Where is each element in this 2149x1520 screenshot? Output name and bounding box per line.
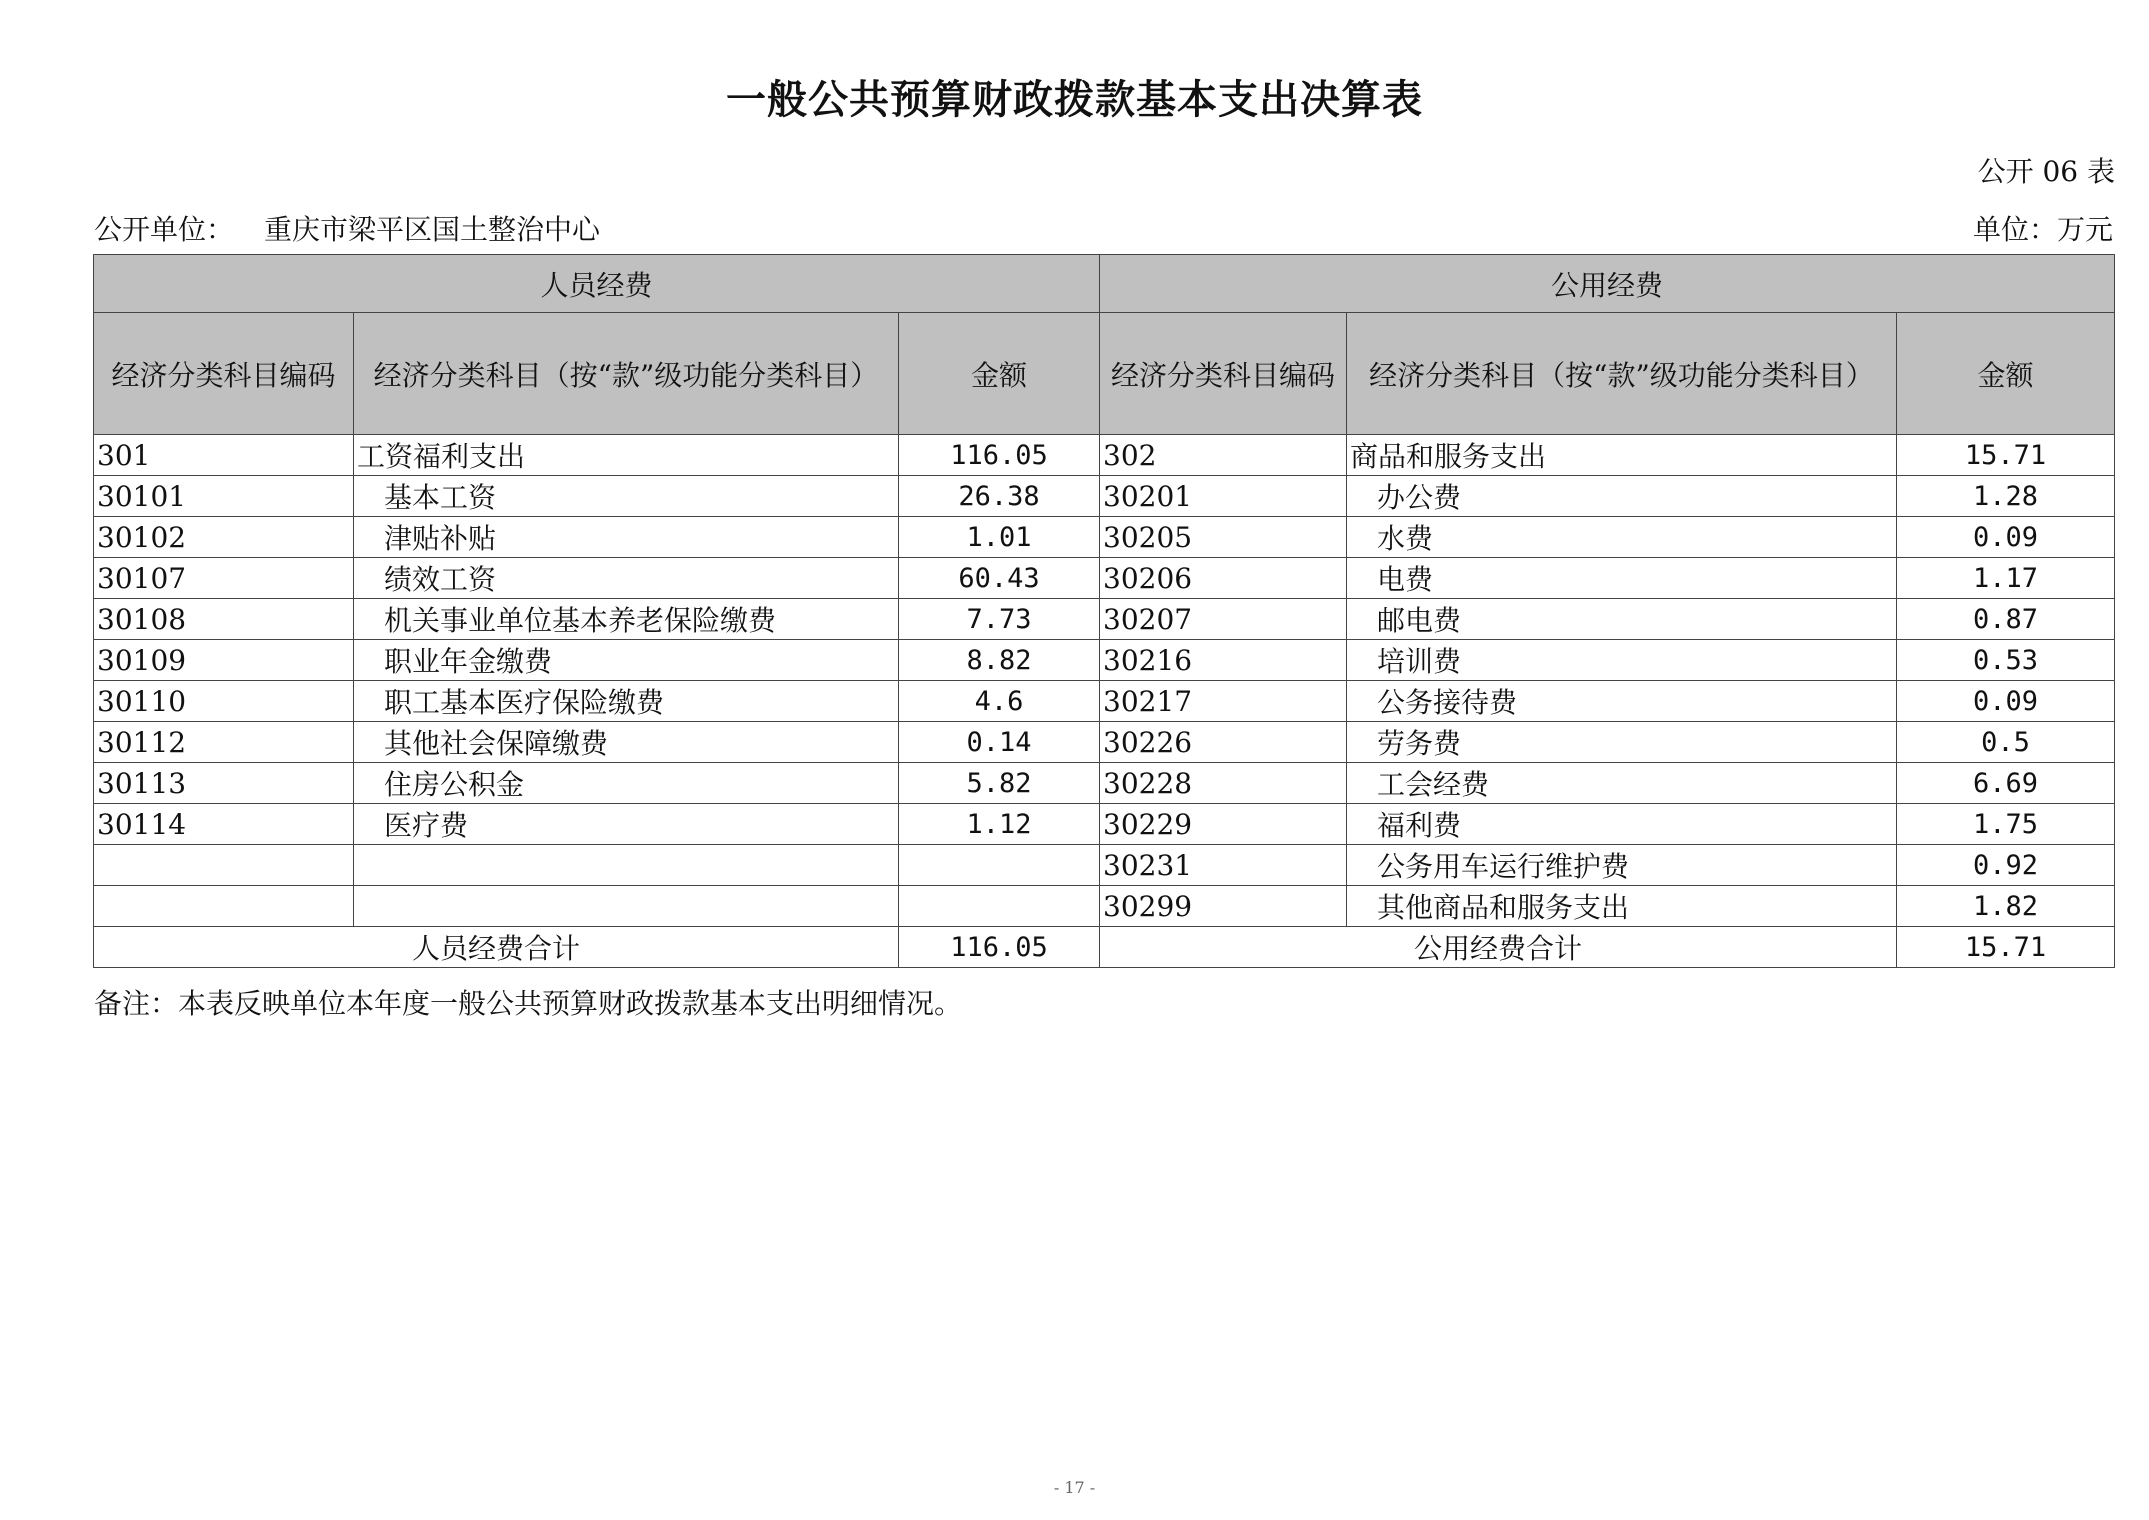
- table-row: [94, 435, 2115, 476]
- personnel-code: 30108: [94, 599, 354, 640]
- personnel-total-label: 人员经费合计: [94, 927, 899, 968]
- personnel-amount: 4.6: [899, 681, 1100, 722]
- public-amount: 0.09: [1897, 681, 2115, 722]
- public-name: 劳务费: [1347, 722, 1897, 763]
- personnel-name: 津贴补贴: [354, 517, 899, 558]
- unit-label: 公开单位：: [94, 213, 235, 246]
- unit-line: [94, 208, 2113, 248]
- public-code: 30229: [1100, 804, 1347, 845]
- personnel-code: 30114: [94, 804, 354, 845]
- personnel-amount: 8.82: [899, 640, 1100, 681]
- table-row: [94, 640, 2115, 681]
- personnel-code: [94, 886, 354, 927]
- total-row: [94, 927, 2115, 968]
- personnel-amount: 0.14: [899, 722, 1100, 763]
- public-name: 公务用车运行维护费: [1347, 845, 1897, 886]
- personnel-amount: 116.05: [899, 435, 1100, 476]
- personnel-name: 工资福利支出: [354, 435, 899, 476]
- personnel-name: 基本工资: [354, 476, 899, 517]
- personnel-total-amount: 116.05: [899, 927, 1100, 968]
- table-row: [94, 886, 2115, 927]
- table-row: [94, 599, 2115, 640]
- personnel-name: 职业年金缴费: [354, 640, 899, 681]
- personnel-name: [354, 886, 899, 927]
- page-number: - 17 -: [1053, 1478, 1096, 1497]
- money-unit: 单位：万元: [1972, 213, 2113, 246]
- public-name: 培训费: [1347, 640, 1897, 681]
- personnel-code: 30109: [94, 640, 354, 681]
- public-name: 工会经费: [1347, 763, 1897, 804]
- personnel-name-header: 经济分类科目（按“款”级功能分类科目）: [354, 313, 899, 435]
- form-number: 公开 06 表: [1977, 155, 2115, 188]
- personnel-code: 30107: [94, 558, 354, 599]
- personnel-code: 30112: [94, 722, 354, 763]
- public-amount-header: 金额: [1897, 313, 2115, 435]
- personnel-amount: 60.43: [899, 558, 1100, 599]
- public-code: 30207: [1100, 599, 1347, 640]
- personnel-code-header: 经济分类科目编码: [94, 313, 354, 435]
- personnel-amount: [899, 845, 1100, 886]
- public-amount: 1.17: [1897, 558, 2115, 599]
- public-name-header: 经济分类科目（按“款”级功能分类科目）: [1347, 313, 1897, 435]
- public-name: 商品和服务支出: [1347, 435, 1897, 476]
- public-amount: 1.75: [1897, 804, 2115, 845]
- personnel-name: 住房公积金: [354, 763, 899, 804]
- public-code-header: 经济分类科目编码: [1100, 313, 1347, 435]
- table-row: [94, 722, 2115, 763]
- table-row: [94, 558, 2115, 599]
- public-name: 福利费: [1347, 804, 1897, 845]
- personnel-amount: [899, 886, 1100, 927]
- personnel-amount: 7.73: [899, 599, 1100, 640]
- personnel-code: [94, 845, 354, 886]
- table-row: [94, 476, 2115, 517]
- public-code: 30201: [1100, 476, 1347, 517]
- public-code: 302: [1100, 435, 1347, 476]
- reporting-unit: [94, 208, 600, 248]
- public-amount: 0.92: [1897, 845, 2115, 886]
- public-code: 30205: [1100, 517, 1347, 558]
- personnel-code: 30113: [94, 763, 354, 804]
- public-code: 30299: [1100, 886, 1347, 927]
- table-note: 备注：本表反映单位本年度一般公共预算财政拨款基本支出明细情况。: [94, 987, 963, 1020]
- personnel-code: 301: [94, 435, 354, 476]
- public-amount: 0.5: [1897, 722, 2115, 763]
- public-code: 30226: [1100, 722, 1347, 763]
- personnel-amount: 1.01: [899, 517, 1100, 558]
- public-name: 水费: [1347, 517, 1897, 558]
- personnel-name: [354, 845, 899, 886]
- table-row: [94, 845, 2115, 886]
- personnel-name: 职工基本医疗保险缴费: [354, 681, 899, 722]
- public-amount: 6.69: [1897, 763, 2115, 804]
- unit-name: 重庆市梁平区国土整治中心: [264, 213, 601, 246]
- personnel-name: 绩效工资: [354, 558, 899, 599]
- personnel-amount: 26.38: [899, 476, 1100, 517]
- page-title: 一般公共预算财政拨款基本支出决算表: [726, 76, 1423, 123]
- public-name: 电费: [1347, 558, 1897, 599]
- public-name: 办公费: [1347, 476, 1897, 517]
- personnel-header: 人员经费: [94, 255, 1100, 313]
- personnel-code: 30101: [94, 476, 354, 517]
- public-code: 30228: [1100, 763, 1347, 804]
- personnel-amount: 1.12: [899, 804, 1100, 845]
- personnel-amount-header: 金额: [899, 313, 1100, 435]
- public-code: 30217: [1100, 681, 1347, 722]
- personnel-name: 机关事业单位基本养老保险缴费: [354, 599, 899, 640]
- public-name: 邮电费: [1347, 599, 1897, 640]
- public-amount: 0.53: [1897, 640, 2115, 681]
- public-header: 公用经费: [1100, 255, 2115, 313]
- public-name: 公务接待费: [1347, 681, 1897, 722]
- public-code: 30206: [1100, 558, 1347, 599]
- personnel-code: 30102: [94, 517, 354, 558]
- table-row: [94, 517, 2115, 558]
- expenditure-table: [93, 254, 2115, 968]
- table-row: [94, 763, 2115, 804]
- personnel-name: 其他社会保障缴费: [354, 722, 899, 763]
- public-amount: 1.28: [1897, 476, 2115, 517]
- public-amount: 15.71: [1897, 435, 2115, 476]
- public-total-label: 公用经费合计: [1100, 927, 1897, 968]
- public-amount: 0.87: [1897, 599, 2115, 640]
- table-row: [94, 681, 2115, 722]
- public-amount: 1.82: [1897, 886, 2115, 927]
- personnel-name: 医疗费: [354, 804, 899, 845]
- public-total-amount: 15.71: [1897, 927, 2115, 968]
- personnel-code: 30110: [94, 681, 354, 722]
- public-code: 30231: [1100, 845, 1347, 886]
- public-code: 30216: [1100, 640, 1347, 681]
- public-amount: 0.09: [1897, 517, 2115, 558]
- table-row: [94, 804, 2115, 845]
- group-header-row: [94, 255, 2115, 313]
- column-header-row: [94, 313, 2115, 435]
- personnel-amount: 5.82: [899, 763, 1100, 804]
- public-name: 其他商品和服务支出: [1347, 886, 1897, 927]
